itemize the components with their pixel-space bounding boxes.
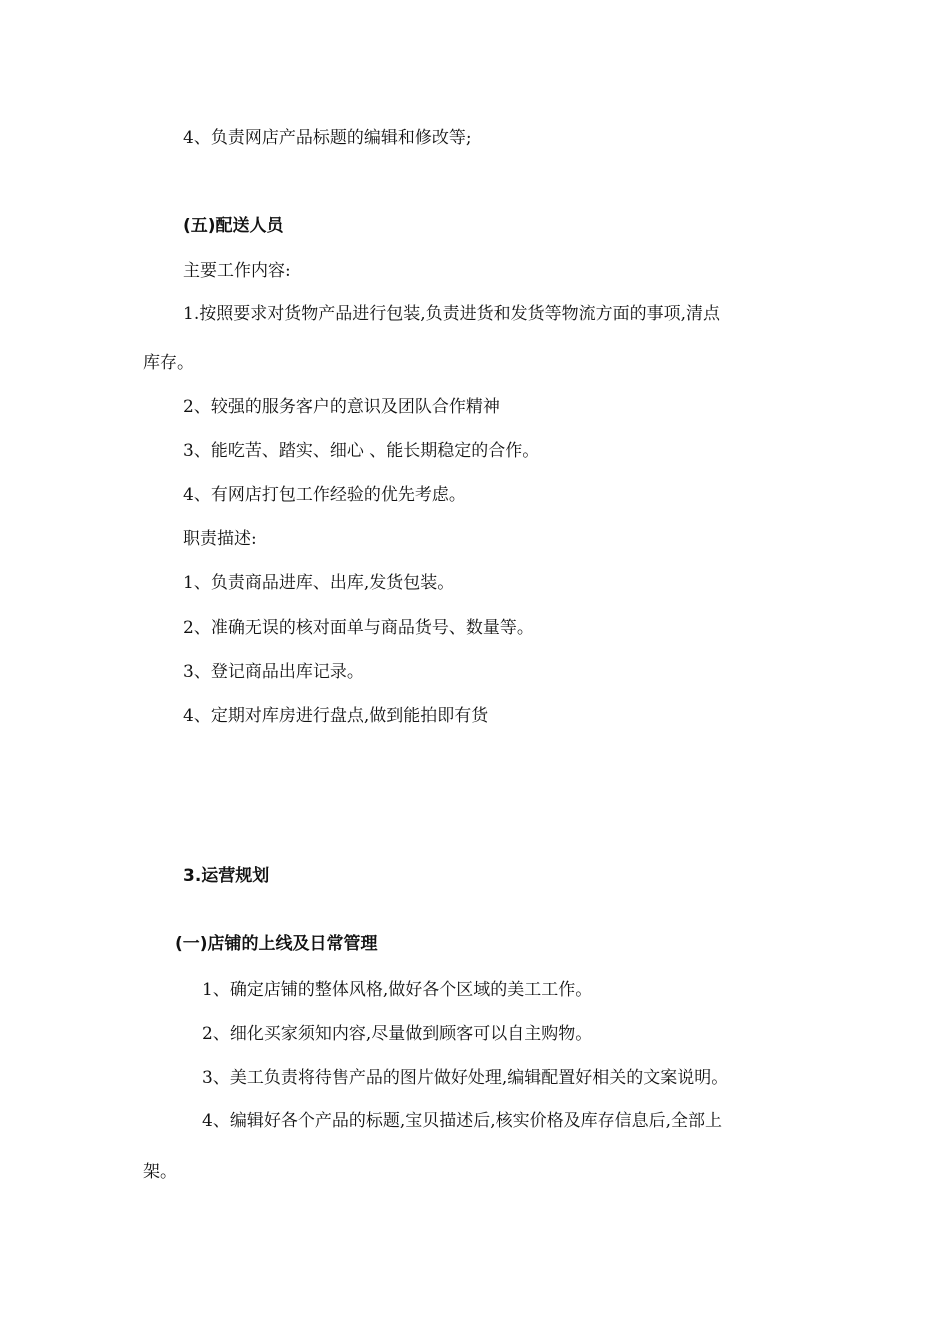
- section-heading-delivery-staff: (五)配送人员: [183, 216, 284, 236]
- list-item-title-editing: 4、负责网店产品标题的编辑和修改等;: [183, 128, 472, 148]
- list-item-product-titles: 4、编辑好各个产品的标题,宝贝描述后,核实价格及库存信息后,全部上: [202, 1111, 723, 1131]
- list-item-store-style: 1、确定店铺的整体风格,做好各个区域的美工工作。: [202, 980, 593, 1000]
- list-item-buyer-notice: 2、细化买家须知内容,尽量做到顾客可以自主购物。: [202, 1024, 593, 1044]
- list-item-packing-cont: 库存。: [143, 353, 194, 373]
- list-item-inbound-outbound: 1、负责商品进库、出库,发货包装。: [183, 573, 455, 593]
- subheading-duties: 职责描述:: [183, 529, 257, 549]
- list-item-product-images: 3、美工负责将待售产品的图片做好处理,编辑配置好相关的文案说明。: [202, 1068, 729, 1088]
- list-item-packing: 1.按照要求对货物产品进行包装,负责进货和发货等物流方面的事项,清点: [183, 304, 721, 324]
- subheading-main-work: 主要工作内容:: [183, 261, 291, 281]
- section-heading-store-launch: (一)店铺的上线及日常管理: [175, 934, 378, 954]
- list-item-inventory: 4、定期对库房进行盘点,做到能拍即有货: [183, 706, 489, 726]
- list-item-hardworking: 3、能吃苦、踏实、细心 、能长期稳定的合作。: [183, 441, 540, 461]
- list-item-experience: 4、有网店打包工作经验的优先考虑。: [183, 485, 466, 505]
- section-heading-operation-planning: 3.运营规划: [183, 866, 270, 886]
- list-item-service: 2、较强的服务客户的意识及团队合作精神: [183, 397, 500, 417]
- list-item-product-titles-cont: 架。: [143, 1162, 177, 1182]
- list-item-verify: 2、准确无误的核对面单与商品货号、数量等。: [183, 618, 534, 638]
- list-item-record: 3、登记商品出库记录。: [183, 662, 364, 682]
